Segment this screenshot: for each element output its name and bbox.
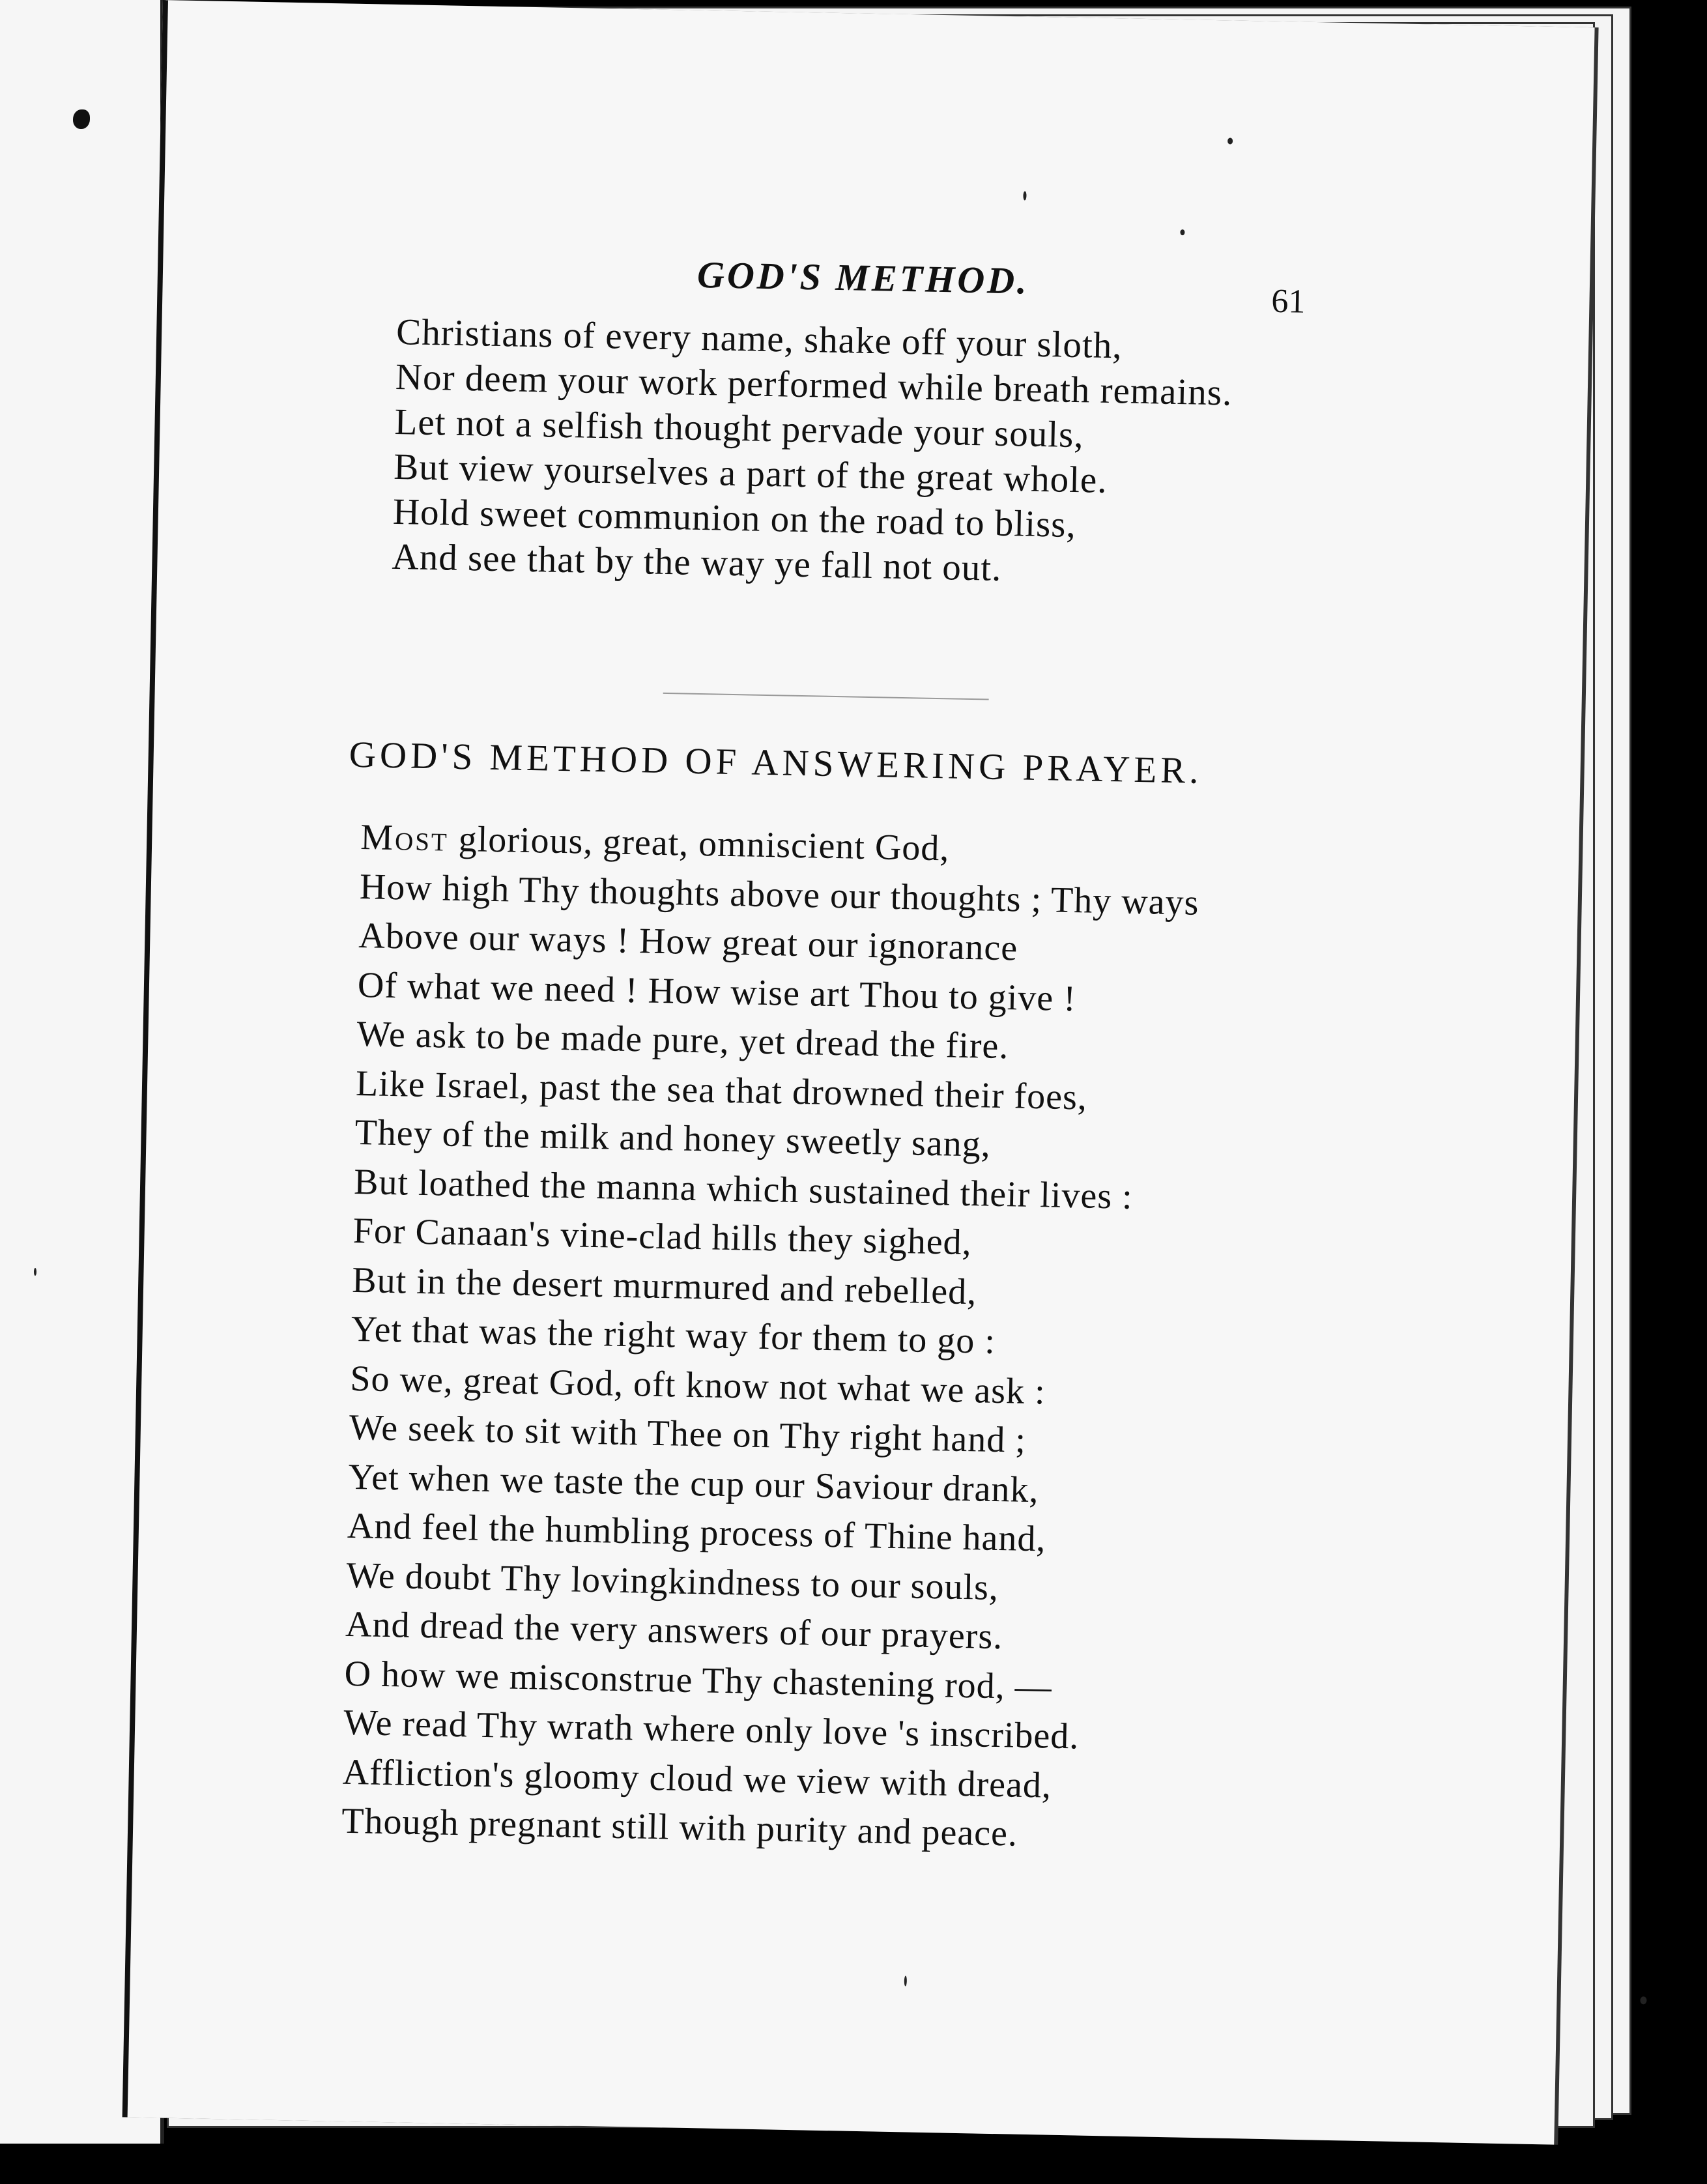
verse-line: Nor deem your work performed while breath remains. — [395, 356, 1233, 414]
verse-line: For Canaan's vine-clad hills they sighed, — [352, 1210, 973, 1263]
closing-stanza — [392, 309, 1233, 596]
verse-line: But view yourselves a part of the great whole. — [393, 446, 1108, 501]
section-divider — [663, 693, 989, 700]
verse-line: Let not a selfish thought pervade your souls, — [394, 401, 1085, 456]
ink-speck — [1180, 229, 1184, 235]
verse-line: And feel the humbling process of Thine hand, — [347, 1505, 1047, 1560]
verse-line: Hold sweet communion on the road to bliss, — [392, 491, 1077, 546]
verse-line: They of the milk and honey sweetly sang, — [354, 1112, 992, 1165]
verse-line: Though pregnant still with purity and peace. — [341, 1800, 1018, 1854]
ink-speck — [1640, 1996, 1646, 2004]
ink-speck — [1227, 137, 1233, 144]
verse-line: Of what we need ! How wise art Thou to give ! — [357, 964, 1077, 1019]
verse-line: We ask to be made pure, yet dread the fire. — [356, 1014, 1009, 1067]
verse-line: Above our ways ! How great our ignorance — [358, 915, 1018, 969]
verse-line: We read Thy wrath where only love 's inscribed. — [343, 1702, 1080, 1757]
poem-body — [341, 813, 1201, 1862]
verse-line: And see that by the way ye fall not out. — [392, 536, 1003, 589]
verse-line: So we, great God, oft know not what we ask : — [349, 1358, 1046, 1412]
verse-line: And dread the very answers of our prayers. — [345, 1603, 1003, 1658]
running-head: GOD'S METHOD. — [696, 253, 1030, 302]
ink-speck — [904, 1976, 907, 1986]
verse-line: But in the desert murmured and rebelled, — [351, 1259, 977, 1312]
poem-title: GOD'S METHOD OF ANSWERING PRAYER. — [349, 734, 1203, 792]
verse-line-rest: glorious, great, omniscient God, — [448, 818, 950, 869]
verse-line: Yet when we taste the cup our Saviour drank, — [347, 1456, 1040, 1510]
page-number: 61 — [1270, 282, 1306, 321]
opening-word: Most — [360, 817, 450, 859]
verse-line: Yet that was the right way for them to go : — [351, 1308, 996, 1362]
verse-line: Like Israel, past the sea that drowned their foes, — [355, 1063, 1088, 1118]
verse-line: But loathed the manna which sustained their lives : — [353, 1161, 1134, 1217]
verse-line: O how we misconstrue Thy chastening rod, — — [344, 1653, 1053, 1708]
verse-line: We seek to sit with Thee on Thy right hand ; — [349, 1407, 1027, 1461]
verse-line: How high Thy thoughts above our thoughts ; Thy ways — [359, 866, 1199, 923]
ink-blot — [73, 109, 90, 129]
book-page — [122, 0, 1595, 2145]
verse-line: Affliction's gloomy cloud we view with dread, — [342, 1751, 1052, 1806]
ink-speck — [1023, 191, 1026, 200]
verse-line: Christians of every name, shake off your sloth, — [395, 311, 1123, 367]
verse-line: We doubt Thy lovingkindness to our souls, — [346, 1555, 999, 1608]
ink-speck — [34, 1268, 36, 1276]
